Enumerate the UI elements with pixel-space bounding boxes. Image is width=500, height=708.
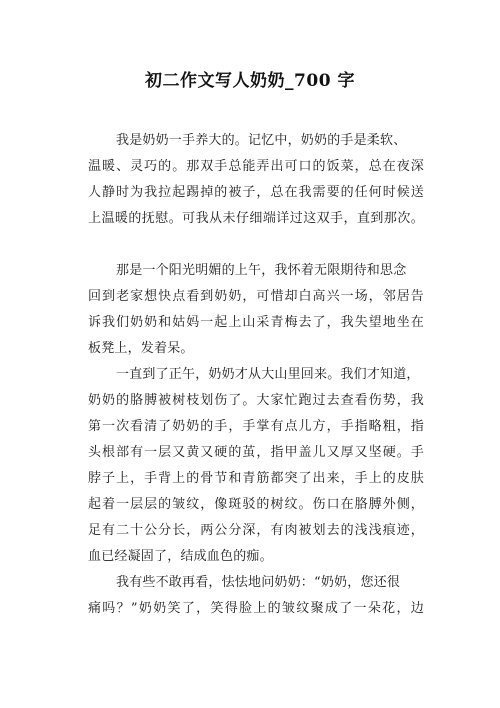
text-line: 血已经凝固了，结成血色的痂。 [88,549,273,564]
document-body [88,128,424,622]
text-line: 人静时为我拉起踢掉的被子，总在我需要的任何时候送 [88,185,424,200]
paragraph-gap [88,232,424,258]
text-line: 头根部有一层又黄又硬的茧，指甲盖儿又厚又坚硬。手 [88,445,424,460]
text-line: 诉我们奶奶和姑妈一起上山采青梅去了，我失望地坐在 [88,315,424,330]
text-line: 板凳上，发着呆。 [88,341,194,356]
text-line: 脖子上，手背上的骨节和青筋都突了出来，手上的皮肤 [88,471,424,486]
text-line: 足有二十公分长，两公分深，有肉被划去的浅浅痕迹， [88,523,424,538]
paragraph [88,128,424,232]
paragraph [88,570,424,622]
text-line: 回到老家想快点看到奶奶，可惜却白高兴一场，邻居告 [88,289,424,304]
document-title: 初二作文写人奶奶_700 字 [145,71,355,91]
text-line: 第一次看清了奶奶的手，手掌有点儿方，手指略粗，指 [88,419,424,434]
text-line: 一直到了正午，奶奶才从大山里回来。我们才知道， [116,367,420,382]
paragraph [88,362,424,570]
text-line: 那是一个阳光明媚的上午，我怀着无限期待和思念 [116,263,407,278]
text-line: 我是奶奶一手养大的。记忆中，奶奶的手是柔软、 [116,133,407,148]
text-line: 痛吗？”奶奶笑了，笑得脸上的皱纹聚成了一朵花，边 [88,601,424,616]
paragraph [88,258,424,362]
text-line: 起着一层层的皱纹，像斑驳的树纹。伤口在胳膊外侧， [88,497,424,512]
text-line: 我有些不敢再看，怯怯地问奶奶：“奶奶，您还很 [116,575,401,590]
text-line: 温暖、灵巧的。那双手总能弄出可口的饭菜，总在夜深 [88,159,424,174]
text-line: 奶奶的胳膊被树枝划伤了。大家忙跑过去查看伤势，我 [88,393,424,408]
text-line: 上温暖的抚慰。可我从未仔细端详过这双手，直到那次。 [88,211,424,226]
